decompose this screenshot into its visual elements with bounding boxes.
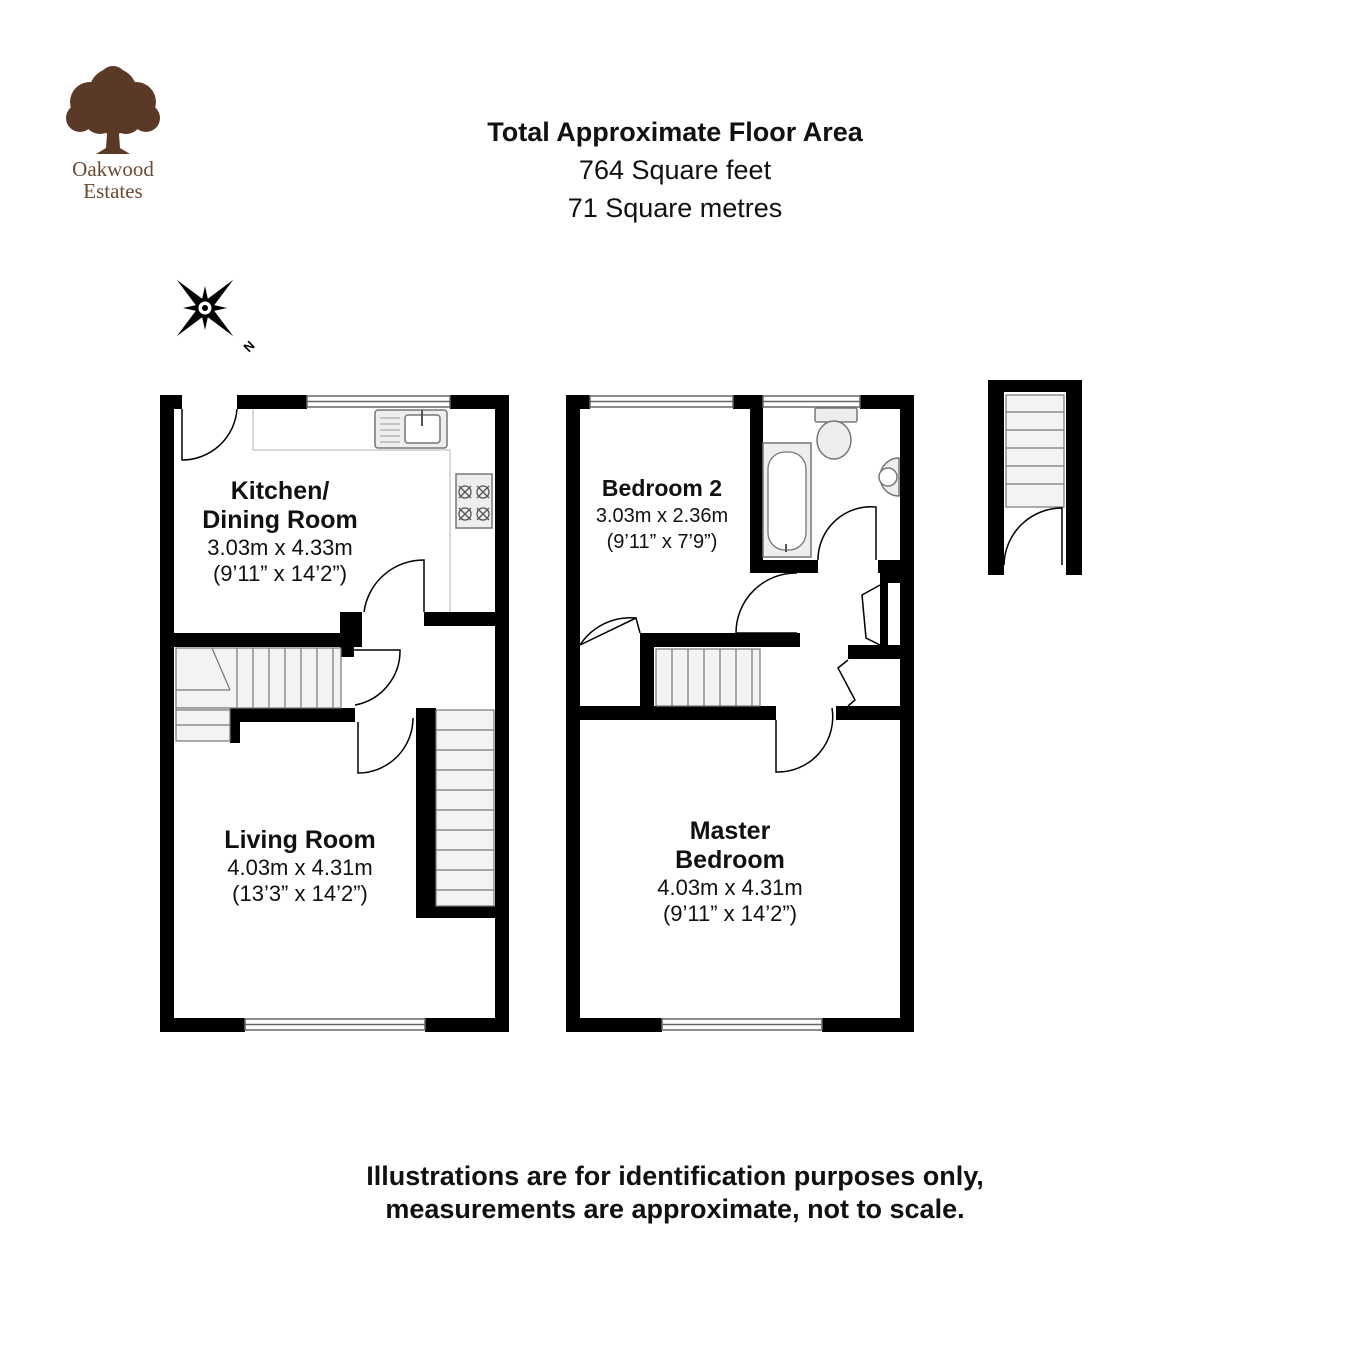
floor-area-sqm: 71 Square metres — [567, 193, 783, 223]
toilet-icon — [815, 408, 857, 459]
floor-area-title: Total Approximate Floor Area — [487, 117, 863, 147]
hob-icon — [456, 474, 492, 528]
room-master-imperial: (9’11” x 14’2”) — [662, 901, 798, 926]
room-kitchen-name-line1: Kitchen/ — [230, 477, 330, 505]
room-master-metric: 4.03m x 4.31m — [657, 875, 803, 900]
attic-stair-plan — [988, 380, 1082, 575]
staircase-ground — [176, 648, 341, 741]
floor-area-sqft: 764 Square feet — [578, 155, 772, 185]
bath-icon — [763, 443, 811, 557]
room-living — [190, 826, 410, 907]
room-bedroom2-metric: 3.03m x 2.36m — [595, 505, 729, 527]
disclaimer — [250, 1160, 1100, 1226]
basin-icon — [879, 458, 899, 496]
logo-text-line2: Estates — [83, 179, 143, 203]
room-bedroom2-imperial: (9’11” x 7’9”) — [606, 531, 718, 553]
disclaimer-line2: measurements are approximate, not to scale. — [385, 1194, 965, 1224]
sink-icon — [375, 410, 447, 448]
room-living-metric: 4.03m x 4.31m — [227, 855, 373, 880]
room-kitchen-name-line2: Dining Room — [202, 506, 358, 534]
staircase-first — [656, 649, 760, 706]
room-living-imperial: (13’3” x 14’2”) — [232, 881, 368, 906]
room-kitchen — [170, 477, 390, 587]
disclaimer-line1: Illustrations are for identification purposes only, — [366, 1161, 984, 1191]
staircase-ground-right — [436, 710, 494, 906]
room-master-name-line2: Bedroom — [675, 846, 785, 874]
room-kitchen-metric: 3.03m x 4.33m — [207, 535, 353, 560]
compass-north-label: N — [240, 337, 258, 355]
room-master — [620, 817, 840, 927]
room-master-name-line1: Master — [689, 817, 771, 845]
room-living-name: Living Room — [224, 826, 376, 854]
room-bedroom2 — [572, 474, 752, 555]
room-kitchen-imperial: (9’11” x 14’2”) — [212, 561, 348, 586]
logo-text-line1: Oakwood — [72, 157, 154, 181]
room-bedroom2-name: Bedroom 2 — [601, 475, 723, 501]
